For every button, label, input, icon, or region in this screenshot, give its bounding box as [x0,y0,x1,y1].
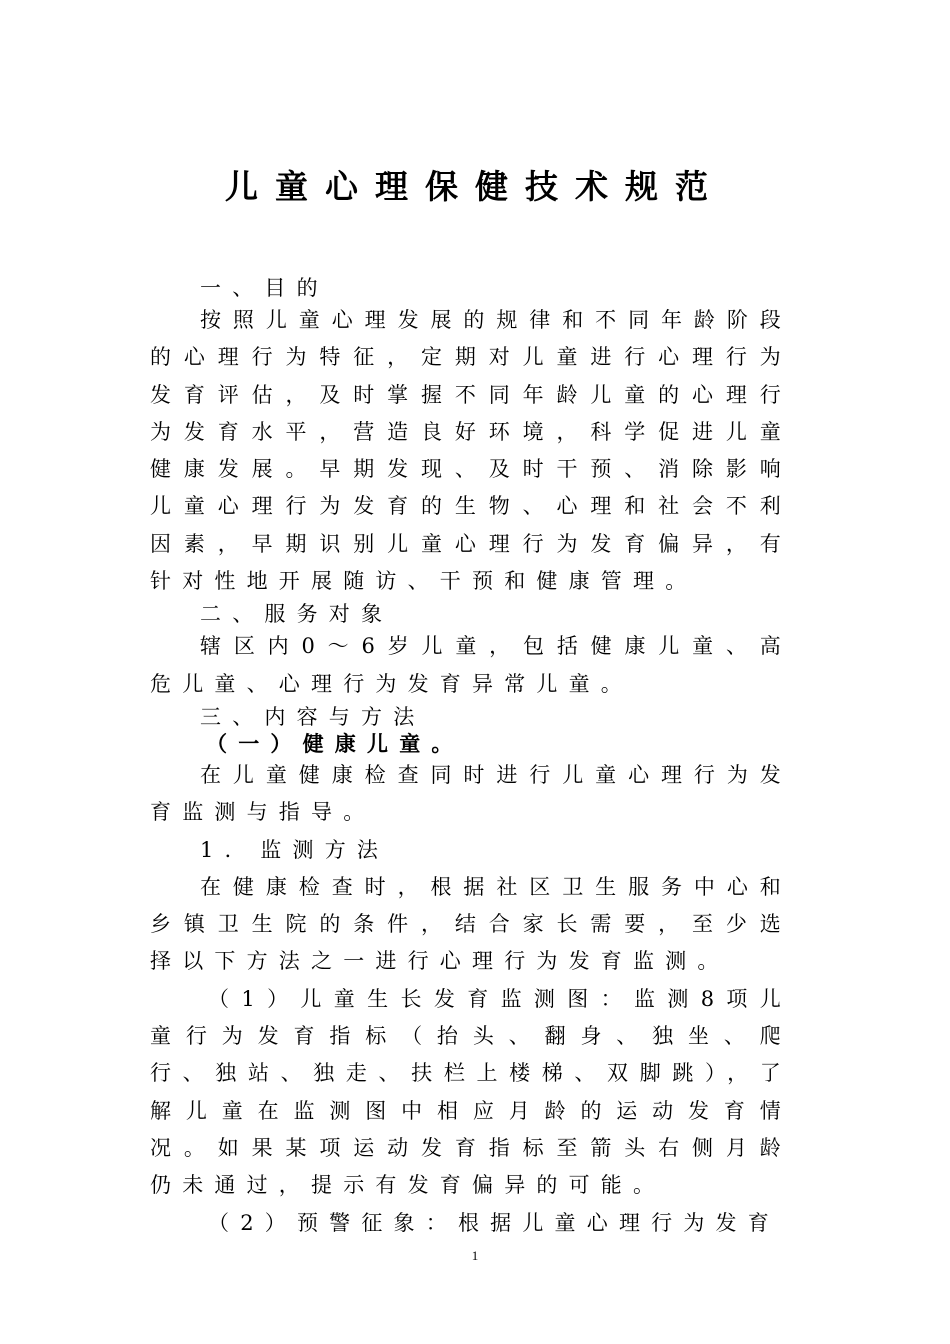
paragraph-method: 在健康检查时，根据社区卫生服务中心和乡镇卫生院的条件，结合家长需要，至少选择以下方法之一进行心理行为发育监测。 [150,874,792,974]
paragraph-purpose: 按照儿童心理发展的规律和不同年龄阶段的心理行为特征，定期对儿童进行心理行为发育评估，及时掌握不同年龄儿童的心理行为发育水平，营造良好环境，科学促进儿童健康发展。早期发现、及时干预、消除影响儿童心理行为发育的生物、心理和社会不利因素，早期识别儿童心理行为发育偏异，有针对性地开展随访、干预和健康管理。 [150,308,792,594]
document-title: 儿童心理保健技术规范 [225,167,725,206]
paragraph-warning-signs: （2）预警征象：根据儿童心理行为发育 [208,1210,780,1235]
subsection-heading-healthy: （一）健康儿童。 [206,731,464,756]
section-heading-target: 二、服务对象 [200,602,394,627]
page-number: 1 [471,1248,479,1263]
paragraph-target: 辖区内0～6岁儿童，包括健康儿童、高危儿童、心理行为发育异常儿童。 [150,634,792,696]
paragraph-healthy: 在儿童健康检查同时进行儿童心理行为发育监测与指导。 [150,762,792,825]
document-body [150,274,792,1242]
section-heading-purpose: 一、目的 [200,276,329,300]
section-heading-content: 三、内容与方法 [200,704,426,729]
paragraph-growth-chart: （1）儿童生长发育监测图：监测8项儿童行为发育指标（抬头、翻身、独坐、爬行、独站、独走、扶栏上楼梯、双脚跳），了解儿童在监测图中相应月龄的运动发育情况。如果某项运动发育指标至箭头右侧月龄仍未通过，提示有发育偏异的可能。 [150,986,792,1198]
item-heading-method: 1. 监测方法 [200,837,390,862]
